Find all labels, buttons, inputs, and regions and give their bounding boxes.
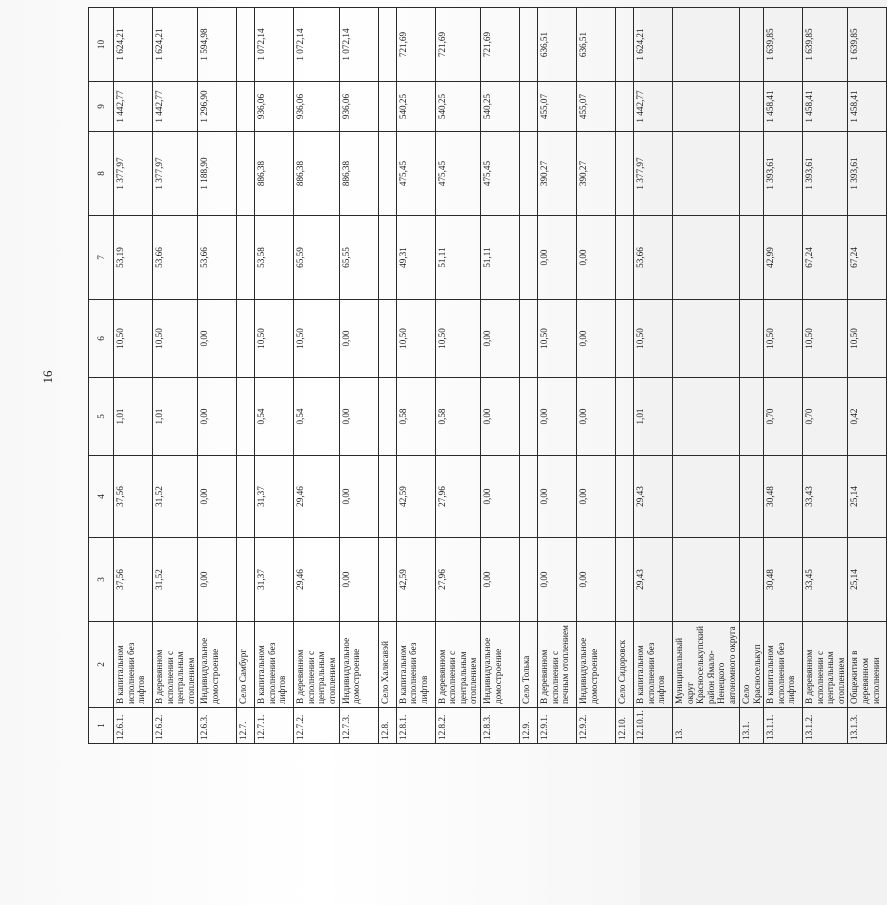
value-cell: 10,50 xyxy=(255,300,294,378)
value-cell: 0,00 xyxy=(480,538,519,622)
empty-cell xyxy=(615,132,633,216)
empty-cell xyxy=(237,300,255,378)
row-number-cell: 12.8.2. xyxy=(435,708,480,744)
table-row xyxy=(153,8,198,744)
empty-cell xyxy=(519,378,537,456)
column-header: 9 xyxy=(89,82,114,132)
value-cell: 33,45 xyxy=(803,538,848,622)
row-number-cell: 12.10.1. xyxy=(633,708,672,744)
table-row xyxy=(294,8,339,744)
row-number-cell: 12.8.3. xyxy=(480,708,519,744)
empty-cell xyxy=(672,82,739,132)
value-cell: 0,00 xyxy=(537,378,576,456)
value-cell: 49,31 xyxy=(396,216,435,300)
row-number-cell: 12.9.2. xyxy=(576,708,615,744)
value-cell: 540,25 xyxy=(396,82,435,132)
row-number-cell: 12.9.1. xyxy=(537,708,576,744)
row-number-cell: 13.1. xyxy=(739,708,763,744)
value-cell: 27,96 xyxy=(435,456,480,538)
value-cell: 721,69 xyxy=(396,8,435,82)
table-row xyxy=(576,8,615,744)
value-cell: 51,11 xyxy=(480,216,519,300)
section-row xyxy=(672,8,739,744)
value-cell: 0,00 xyxy=(576,300,615,378)
value-cell: 29,43 xyxy=(633,456,672,538)
value-cell: 29,43 xyxy=(633,538,672,622)
empty-cell xyxy=(739,82,763,132)
value-cell: 10,50 xyxy=(633,300,672,378)
value-cell: 1 377,97 xyxy=(153,132,198,216)
row-number-cell: 13.1.2. xyxy=(803,708,848,744)
value-cell: 540,25 xyxy=(480,82,519,132)
section-row xyxy=(615,8,633,744)
value-cell: 10,50 xyxy=(537,300,576,378)
empty-cell xyxy=(519,300,537,378)
row-number-cell: 12.7.3. xyxy=(339,708,378,744)
row-label-cell: В деревянном исполнении с центральным отоплением xyxy=(803,622,848,708)
empty-cell xyxy=(615,456,633,538)
row-label-cell: В капитальном исполнении без лифтов xyxy=(396,622,435,708)
value-cell: 31,37 xyxy=(255,538,294,622)
empty-cell xyxy=(519,8,537,82)
table-row xyxy=(633,8,672,744)
value-cell: 636,51 xyxy=(576,8,615,82)
row-label-cell: Индивидуальное домостроение xyxy=(339,622,378,708)
column-header: 8 xyxy=(89,132,114,216)
value-cell: 25,14 xyxy=(848,456,887,538)
value-cell: 0,00 xyxy=(576,378,615,456)
value-cell: 33,43 xyxy=(803,456,848,538)
row-number-cell: 12.6.3. xyxy=(198,708,237,744)
table-row xyxy=(255,8,294,744)
empty-cell xyxy=(615,8,633,82)
value-cell: 1 377,97 xyxy=(633,132,672,216)
value-cell: 1 377,97 xyxy=(114,132,153,216)
value-cell: 1 393,61 xyxy=(848,132,887,216)
table-row xyxy=(803,8,848,744)
row-label-cell: В деревянном исполнении с центральным отоплением xyxy=(153,622,198,708)
empty-cell xyxy=(672,8,739,82)
table-row xyxy=(198,8,237,744)
empty-cell xyxy=(672,538,739,622)
empty-cell xyxy=(615,538,633,622)
column-header: 3 xyxy=(89,538,114,622)
value-cell: 29,46 xyxy=(294,456,339,538)
value-cell: 886,38 xyxy=(255,132,294,216)
value-cell: 53,58 xyxy=(255,216,294,300)
value-cell: 0,00 xyxy=(576,216,615,300)
row-label-cell: В капитальном исполнении без лифтов xyxy=(114,622,153,708)
value-cell: 53,66 xyxy=(633,216,672,300)
table-row xyxy=(764,8,803,744)
empty-cell xyxy=(739,8,763,82)
table-row xyxy=(537,8,576,744)
value-cell: 1 296,90 xyxy=(198,82,237,132)
page-number: 16 xyxy=(40,370,55,384)
empty-cell xyxy=(378,82,396,132)
section-row xyxy=(519,8,537,744)
value-cell: 42,59 xyxy=(396,538,435,622)
value-cell: 390,27 xyxy=(576,132,615,216)
value-cell: 455,07 xyxy=(576,82,615,132)
value-cell: 10,50 xyxy=(114,300,153,378)
value-cell: 31,37 xyxy=(255,456,294,538)
value-cell: 1 624,21 xyxy=(633,8,672,82)
value-cell: 53,66 xyxy=(198,216,237,300)
row-number-cell: 12.6.2. xyxy=(153,708,198,744)
empty-cell xyxy=(739,378,763,456)
value-cell: 0,00 xyxy=(198,378,237,456)
empty-cell xyxy=(378,300,396,378)
value-cell: 636,51 xyxy=(537,8,576,82)
empty-cell xyxy=(615,378,633,456)
empty-cell xyxy=(237,8,255,82)
value-cell: 936,06 xyxy=(255,82,294,132)
empty-cell xyxy=(739,132,763,216)
value-cell: 37,56 xyxy=(114,538,153,622)
section-row xyxy=(378,8,396,744)
column-header: 5 xyxy=(89,378,114,456)
row-number-cell: 12.7. xyxy=(237,708,255,744)
value-cell: 1 442,77 xyxy=(633,82,672,132)
row-label-cell: В деревянном исполнении с центральным отоплением xyxy=(294,622,339,708)
value-cell: 10,50 xyxy=(153,300,198,378)
column-header: 2 xyxy=(89,622,114,708)
value-cell: 31,52 xyxy=(153,538,198,622)
row-number-cell: 12.8. xyxy=(378,708,396,744)
value-cell: 1,01 xyxy=(633,378,672,456)
value-cell: 1 442,77 xyxy=(114,82,153,132)
row-label-cell: Общежития в деревянном исполнении xyxy=(848,622,887,708)
empty-cell xyxy=(672,132,739,216)
empty-cell xyxy=(237,456,255,538)
row-number-cell: 12.10. xyxy=(615,708,633,744)
column-header: 10 xyxy=(89,8,114,82)
value-cell: 51,11 xyxy=(435,216,480,300)
rotated-table-container xyxy=(88,8,881,744)
table-row xyxy=(848,8,887,744)
value-cell: 0,00 xyxy=(537,216,576,300)
empty-cell xyxy=(519,82,537,132)
value-cell: 67,24 xyxy=(803,216,848,300)
value-cell: 886,38 xyxy=(294,132,339,216)
value-cell: 29,46 xyxy=(294,538,339,622)
row-number-cell: 12.6.1. xyxy=(114,708,153,744)
empty-cell xyxy=(519,216,537,300)
value-cell: 37,56 xyxy=(114,456,153,538)
value-cell: 42,99 xyxy=(764,216,803,300)
empty-cell xyxy=(378,216,396,300)
column-header: 4 xyxy=(89,456,114,538)
value-cell: 1 072,14 xyxy=(294,8,339,82)
value-cell: 0,00 xyxy=(576,456,615,538)
value-cell: 1 458,41 xyxy=(803,82,848,132)
empty-cell xyxy=(378,132,396,216)
section-row xyxy=(237,8,255,744)
value-cell: 0,54 xyxy=(294,378,339,456)
value-cell: 53,66 xyxy=(153,216,198,300)
row-label-cell: В капитальном исполнении без лифтов xyxy=(764,622,803,708)
value-cell: 1,01 xyxy=(114,378,153,456)
empty-cell xyxy=(519,538,537,622)
value-cell: 10,50 xyxy=(848,300,887,378)
table-row xyxy=(480,8,519,744)
empty-cell xyxy=(672,378,739,456)
table-header-row xyxy=(89,8,114,744)
row-label-cell: Село Самбург xyxy=(237,622,255,708)
row-number-cell: 13. xyxy=(672,708,739,744)
value-cell: 390,27 xyxy=(537,132,576,216)
value-cell: 0,00 xyxy=(198,538,237,622)
value-cell: 0,00 xyxy=(198,300,237,378)
empty-cell xyxy=(615,82,633,132)
value-cell: 1 458,41 xyxy=(848,82,887,132)
value-cell: 475,45 xyxy=(435,132,480,216)
value-cell: 53,19 xyxy=(114,216,153,300)
row-number-cell: 12.7.1. xyxy=(255,708,294,744)
empty-cell xyxy=(672,216,739,300)
value-cell: 25,14 xyxy=(848,538,887,622)
value-cell: 0,58 xyxy=(396,378,435,456)
empty-cell xyxy=(739,456,763,538)
value-cell: 0,00 xyxy=(480,300,519,378)
column-header: 1 xyxy=(89,708,114,744)
value-cell: 936,06 xyxy=(339,82,378,132)
value-cell: 1,01 xyxy=(153,378,198,456)
value-cell: 0,00 xyxy=(537,456,576,538)
value-cell: 0,42 xyxy=(848,378,887,456)
value-cell: 10,50 xyxy=(803,300,848,378)
row-label-cell: Село Сидоровск xyxy=(615,622,633,708)
empty-cell xyxy=(237,82,255,132)
row-label-cell: Село Толька xyxy=(519,622,537,708)
row-label-cell: В капитальном исполнении без лифтов xyxy=(255,622,294,708)
value-cell: 1 624,21 xyxy=(153,8,198,82)
value-cell: 1 393,61 xyxy=(764,132,803,216)
value-cell: 1 594,98 xyxy=(198,8,237,82)
value-cell: 0,00 xyxy=(339,378,378,456)
value-cell: 540,25 xyxy=(435,82,480,132)
section-row xyxy=(739,8,763,744)
value-cell: 1 072,14 xyxy=(339,8,378,82)
row-label-cell: В капитальном исполнении без лифтов xyxy=(633,622,672,708)
value-cell: 1 624,21 xyxy=(114,8,153,82)
value-cell: 1 188,90 xyxy=(198,132,237,216)
empty-cell xyxy=(672,456,739,538)
row-label-cell: Индивидуальное домостроение xyxy=(480,622,519,708)
value-cell: 0,00 xyxy=(480,378,519,456)
value-cell: 1 442,77 xyxy=(153,82,198,132)
empty-cell xyxy=(378,378,396,456)
empty-cell xyxy=(672,300,739,378)
empty-cell xyxy=(519,456,537,538)
value-cell: 0,00 xyxy=(537,538,576,622)
value-cell: 10,50 xyxy=(396,300,435,378)
value-cell: 0,70 xyxy=(803,378,848,456)
row-label-cell: Село Халясавэй xyxy=(378,622,396,708)
value-cell: 0,70 xyxy=(764,378,803,456)
row-number-cell: 12.9. xyxy=(519,708,537,744)
empty-cell xyxy=(378,456,396,538)
empty-cell xyxy=(739,538,763,622)
empty-cell xyxy=(519,132,537,216)
value-cell: 936,06 xyxy=(294,82,339,132)
value-cell: 0,00 xyxy=(339,538,378,622)
value-cell: 721,69 xyxy=(435,8,480,82)
value-cell: 31,52 xyxy=(153,456,198,538)
value-cell: 42,59 xyxy=(396,456,435,538)
empty-cell xyxy=(739,300,763,378)
value-cell: 0,00 xyxy=(198,456,237,538)
empty-cell xyxy=(378,538,396,622)
table-row xyxy=(396,8,435,744)
row-label-cell: Село Красноселькуп xyxy=(739,622,763,708)
empty-cell xyxy=(237,216,255,300)
table-row xyxy=(114,8,153,744)
tariff-table xyxy=(88,7,887,744)
value-cell: 10,50 xyxy=(764,300,803,378)
row-number-cell: 12.7.2. xyxy=(294,708,339,744)
value-cell: 10,50 xyxy=(294,300,339,378)
row-label-cell: В деревянном исполнении с центральным отоплением xyxy=(435,622,480,708)
row-label-cell: Муниципальный округ Красноселькупский район Ямало-Ненецкого автономного округа xyxy=(672,622,739,708)
value-cell: 67,24 xyxy=(848,216,887,300)
empty-cell xyxy=(615,216,633,300)
value-cell: 10,50 xyxy=(435,300,480,378)
value-cell: 1 639,85 xyxy=(803,8,848,82)
table-row xyxy=(339,8,378,744)
empty-cell xyxy=(615,300,633,378)
empty-cell xyxy=(237,378,255,456)
value-cell: 65,55 xyxy=(339,216,378,300)
value-cell: 0,00 xyxy=(480,456,519,538)
value-cell: 475,45 xyxy=(480,132,519,216)
value-cell: 30,48 xyxy=(764,538,803,622)
empty-cell xyxy=(237,538,255,622)
value-cell: 30,48 xyxy=(764,456,803,538)
value-cell: 721,69 xyxy=(480,8,519,82)
value-cell: 0,00 xyxy=(339,456,378,538)
value-cell: 1 639,85 xyxy=(764,8,803,82)
column-header: 7 xyxy=(89,216,114,300)
value-cell: 475,45 xyxy=(396,132,435,216)
row-number-cell: 13.1.3. xyxy=(848,708,887,744)
value-cell: 0,58 xyxy=(435,378,480,456)
value-cell: 455,07 xyxy=(537,82,576,132)
row-label-cell: Индивидуальное домостроение xyxy=(576,622,615,708)
value-cell: 1 639,85 xyxy=(848,8,887,82)
empty-cell xyxy=(378,8,396,82)
empty-cell xyxy=(739,216,763,300)
value-cell: 1 393,61 xyxy=(803,132,848,216)
column-header: 6 xyxy=(89,300,114,378)
empty-cell xyxy=(237,132,255,216)
row-number-cell: 12.8.1. xyxy=(396,708,435,744)
value-cell: 1 072,14 xyxy=(255,8,294,82)
value-cell: 65,59 xyxy=(294,216,339,300)
value-cell: 1 458,41 xyxy=(764,82,803,132)
value-cell: 886,38 xyxy=(339,132,378,216)
table-row xyxy=(435,8,480,744)
value-cell: 0,00 xyxy=(339,300,378,378)
row-label-cell: В деревянном исполнении с печным отоплением xyxy=(537,622,576,708)
value-cell: 27,96 xyxy=(435,538,480,622)
row-label-cell: Индивидуальное домостроение xyxy=(198,622,237,708)
row-number-cell: 13.1.1. xyxy=(764,708,803,744)
value-cell: 0,54 xyxy=(255,378,294,456)
value-cell: 0,00 xyxy=(576,538,615,622)
